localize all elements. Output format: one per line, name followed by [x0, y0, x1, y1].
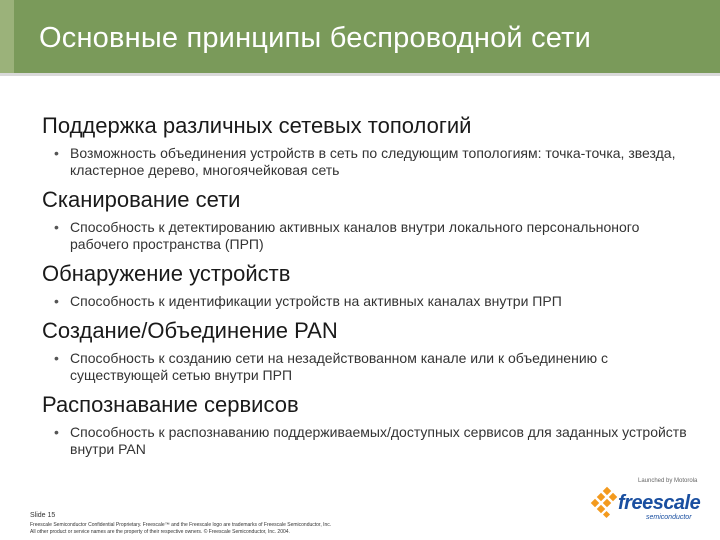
bullet-text: Способность к идентификации устройств на активных каналах внутри ПРП	[70, 293, 562, 309]
logo-subtitle: semiconductor	[646, 514, 692, 521]
bullet-item	[42, 219, 690, 253]
section-heading: Поддержка различных сетевых топологий	[42, 113, 472, 138]
section-heading: Распознавание сервисов	[42, 392, 299, 417]
freescale-logo	[590, 478, 710, 526]
title-divider	[0, 73, 720, 76]
section-scanning	[42, 186, 702, 253]
bullet-icon: •	[54, 350, 59, 366]
slide-body	[42, 112, 702, 465]
title-bar	[0, 0, 720, 73]
bullet-item	[42, 424, 690, 458]
legal-line: All other product or service names are the property of their respective owners. © Freescale Semiconductor, Inc. 2004.	[30, 529, 290, 535]
bullet-item	[42, 145, 690, 179]
bullet-icon: •	[54, 424, 59, 440]
bullet-text: Возможность объединения устройств в сеть по следующим топологиям: точка-точка, звезда, кластерное дерево, многоячейковая сеть	[70, 145, 676, 178]
section-heading: Обнаружение устройств	[42, 261, 291, 286]
section-services	[42, 391, 702, 458]
title-bar-accent	[0, 0, 14, 73]
slide-number: Slide 15	[30, 512, 56, 519]
bullet-text: Способность к детектированию активных каналов внутри локального персональноного рабочего пространства (ПРП)	[70, 219, 640, 252]
bullet-icon: •	[54, 293, 59, 309]
legal-notice	[30, 522, 450, 536]
section-topologies	[42, 112, 702, 179]
bullet-icon: •	[54, 219, 59, 235]
logo-tagline: Launched by Motorola	[638, 478, 698, 484]
section-heading: Сканирование сети	[42, 187, 241, 212]
bullet-text: Способность к созданию сети на незадействованном канале или к объединению с существующей сетью внутри ПРП	[70, 350, 609, 383]
logo-wordmark: freescale	[618, 492, 701, 514]
section-heading: Создание/Объединение PAN	[42, 318, 338, 343]
section-discovery	[42, 260, 702, 310]
slide-title: Основные принципы беспроводной сети	[39, 22, 592, 54]
bullet-item	[42, 293, 690, 310]
bullet-item	[42, 350, 690, 384]
bullet-icon: •	[54, 145, 59, 161]
section-pan	[42, 317, 702, 384]
bullet-text: Способность к распознаванию поддерживаемых/доступных сервисов для заданных устройств внутри PAN	[70, 424, 687, 457]
legal-line: Freescale Semiconductor Confidential Proprietary. Freescale™ and the Freescale logo are trademarks of Freescale Semiconductor, Inc.	[30, 522, 332, 528]
